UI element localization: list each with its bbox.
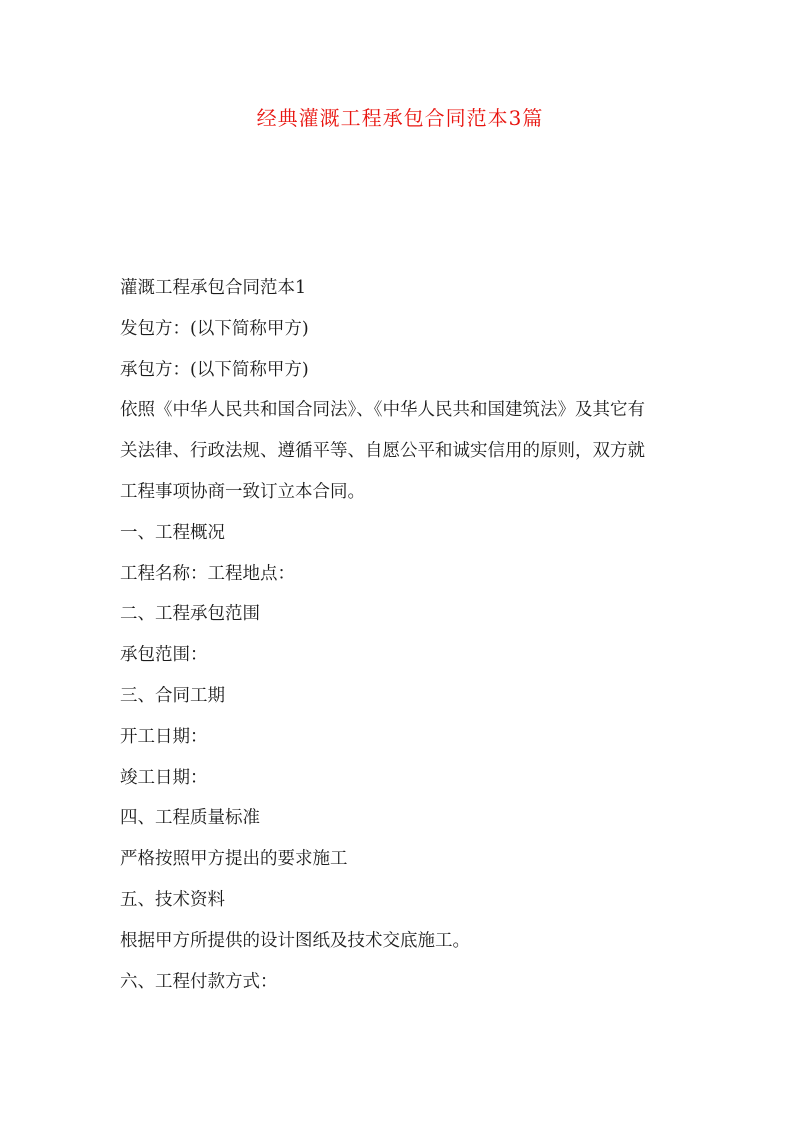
- clause-heading: 五、技术资料: [120, 889, 225, 910]
- clause-text: 工程名称：工程地点：: [120, 563, 295, 584]
- document-body: [120, 268, 690, 1002]
- clause-text: 开工日期：: [120, 726, 208, 747]
- clause-heading: 四、工程质量标准: [120, 808, 260, 829]
- party-a-line: 发包方：(以下简称甲方): [120, 318, 309, 339]
- clause-text: 承包范围：: [120, 645, 208, 666]
- party-b-line: 承包方：(以下简称甲方): [120, 359, 309, 380]
- clause-heading: 一、工程概况: [120, 522, 225, 543]
- section-heading: 灌溉工程承包合同范本1: [120, 278, 307, 298]
- clause-text: 竣工日期：: [120, 767, 208, 788]
- clause-heading: 六、工程付款方式：: [120, 971, 278, 992]
- paragraph-line: 依照《中华人民共和国合同法》、《中华人民共和国建筑法》及其它有: [120, 400, 645, 421]
- document-title: 经典灌溉工程承包合同范本3篇: [256, 106, 544, 130]
- clause-text: 根据甲方所提供的设计图纸及技术交底施工。: [120, 930, 470, 951]
- clause-text: 严格按照甲方提出的要求施工: [120, 849, 348, 870]
- paragraph-line: 关法律、行政法规、遵循平等、自愿公平和诚实信用的原则，双方就: [120, 441, 645, 462]
- clause-heading: 二、工程承包范围: [120, 604, 260, 625]
- paragraph-line: 工程事项协商一致订立本合同。: [120, 481, 365, 502]
- clause-heading: 三、合同工期: [120, 685, 225, 706]
